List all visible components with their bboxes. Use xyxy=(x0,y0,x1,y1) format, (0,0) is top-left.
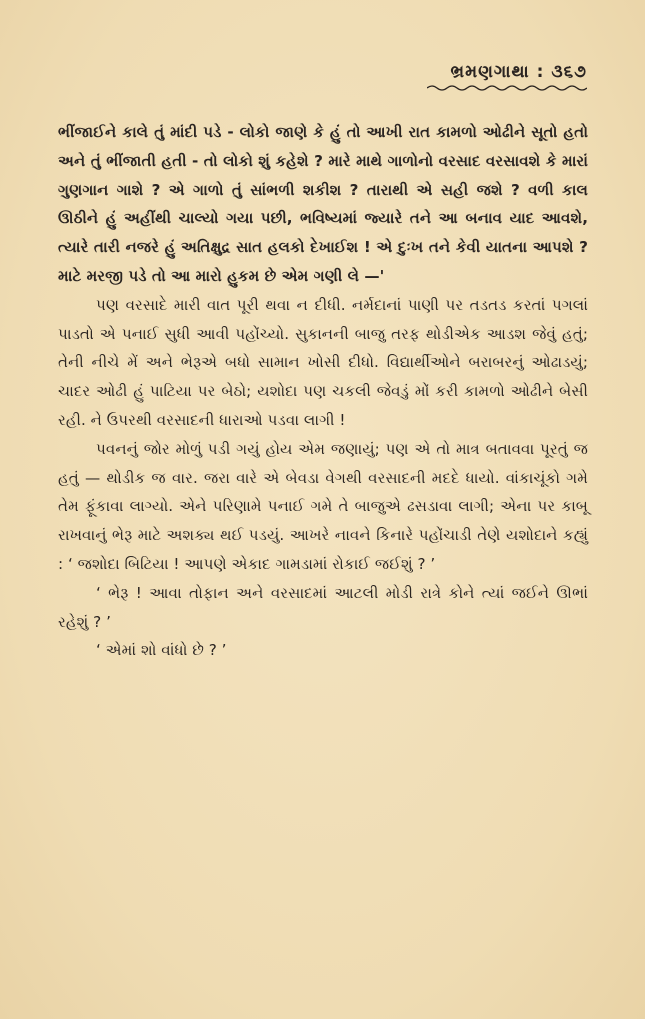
paragraph: પવનનું જોર મોળું પડી ગયું હોય એમ જણાયું; પણ એ તો માત્ર બતાવવા પૂરતું જ હતું — થોડીક જ વાર. જરા વારે એ બેવડા વેગથી વરસાદની મદદે ધાયો. વાંકાચૂંકો ગમે તેમ ફૂંકાવા લાગ્યો. એને પરિણામે પનાઈ ગમે તે બાજુએ ઢસડાવા લાગી; એના પર કાબૂ રાખવાનું ભેરૂ માટે અશક્ય થઈ પડયું. આખરે નાવને કિનારે પહોંચાડી તેણે યશોદાને કહ્યું : ‘ જશોદા બિટિયા ! આપણે એકાદ ગામડામાં રોકાઈ જઈશું ? ’ xyxy=(58,439,588,573)
paragraph: ‘ ભેરૂ ! આવા તોફાન અને વરસાદમાં આટલી મોડી રાત્રે કોને ત્યાં જઈને ઊભાં રહેશું ? ’ xyxy=(58,583,588,631)
running-header xyxy=(427,62,587,92)
paragraph: ભીંજાઈને કાલે તું માંદી પડે - લોકો જાણે કે હું તો આખી રાત કામળો ઓઢીને સૂતો હતો અને તું ભીંજાતી હતી - તો લોકો શું કહેશે ? મારે માથે ગાળોનો વરસાદ વરસાવશે કે મારાં ગુણગાન ગાશે ? એ ગાળો તું સાંભળી શકીશ ? તારાથી એ સહી જશે ? વળી કાલ ઊઠીને હું અહીંથી ચાલ્યો ગયા પછી, ભવિષ્યમાં જ્યારે તને આ બનાવ યાદ આવશે, ત્યારે તારી નજરે હું અતિક્ષુદ્ર સાત હલકો દેખાઈશ ! એ દુઃખ તને કેવી યાતના આપશે ? માટે મરજી પડે તો આ મારો હુકમ છે એમ ગણી લે —' xyxy=(58,123,588,285)
running-title: ભ્રમણગાથા : ૩૬૭ xyxy=(450,62,587,82)
page-body xyxy=(58,118,588,665)
paragraph: ‘ એમાં શો વાંધો છે ? ’ xyxy=(96,641,227,660)
paragraph: પણ વરસાદે મારી વાત પૂરી થવા ન દીધી. નર્મદાનાં પાણી પર તડતડ કરતાં પગલાં પાડતો એ પનાઈ સુધી આવી પહોંચ્યો. સુકાનની બાજુ તરફ થોડીએક આડશ જેવું હતું; તેની નીચે મેં અને ભેરૂએ બધો સામાન ખોસી દીધો. વિદ્યાર્થીઓને બરાબરનું ઓઢાડયું; ચાદર ઓઢી હું પાટિયા પર બેઠો; યશોદા પણ ચકલી જેવડું મોં કરી કામળો ઓઢીને બેસી રહી. ને ઉપરથી વરસાદની ધારાઓ પડવા લાગી ! xyxy=(58,295,588,429)
wavy-rule xyxy=(427,84,587,92)
